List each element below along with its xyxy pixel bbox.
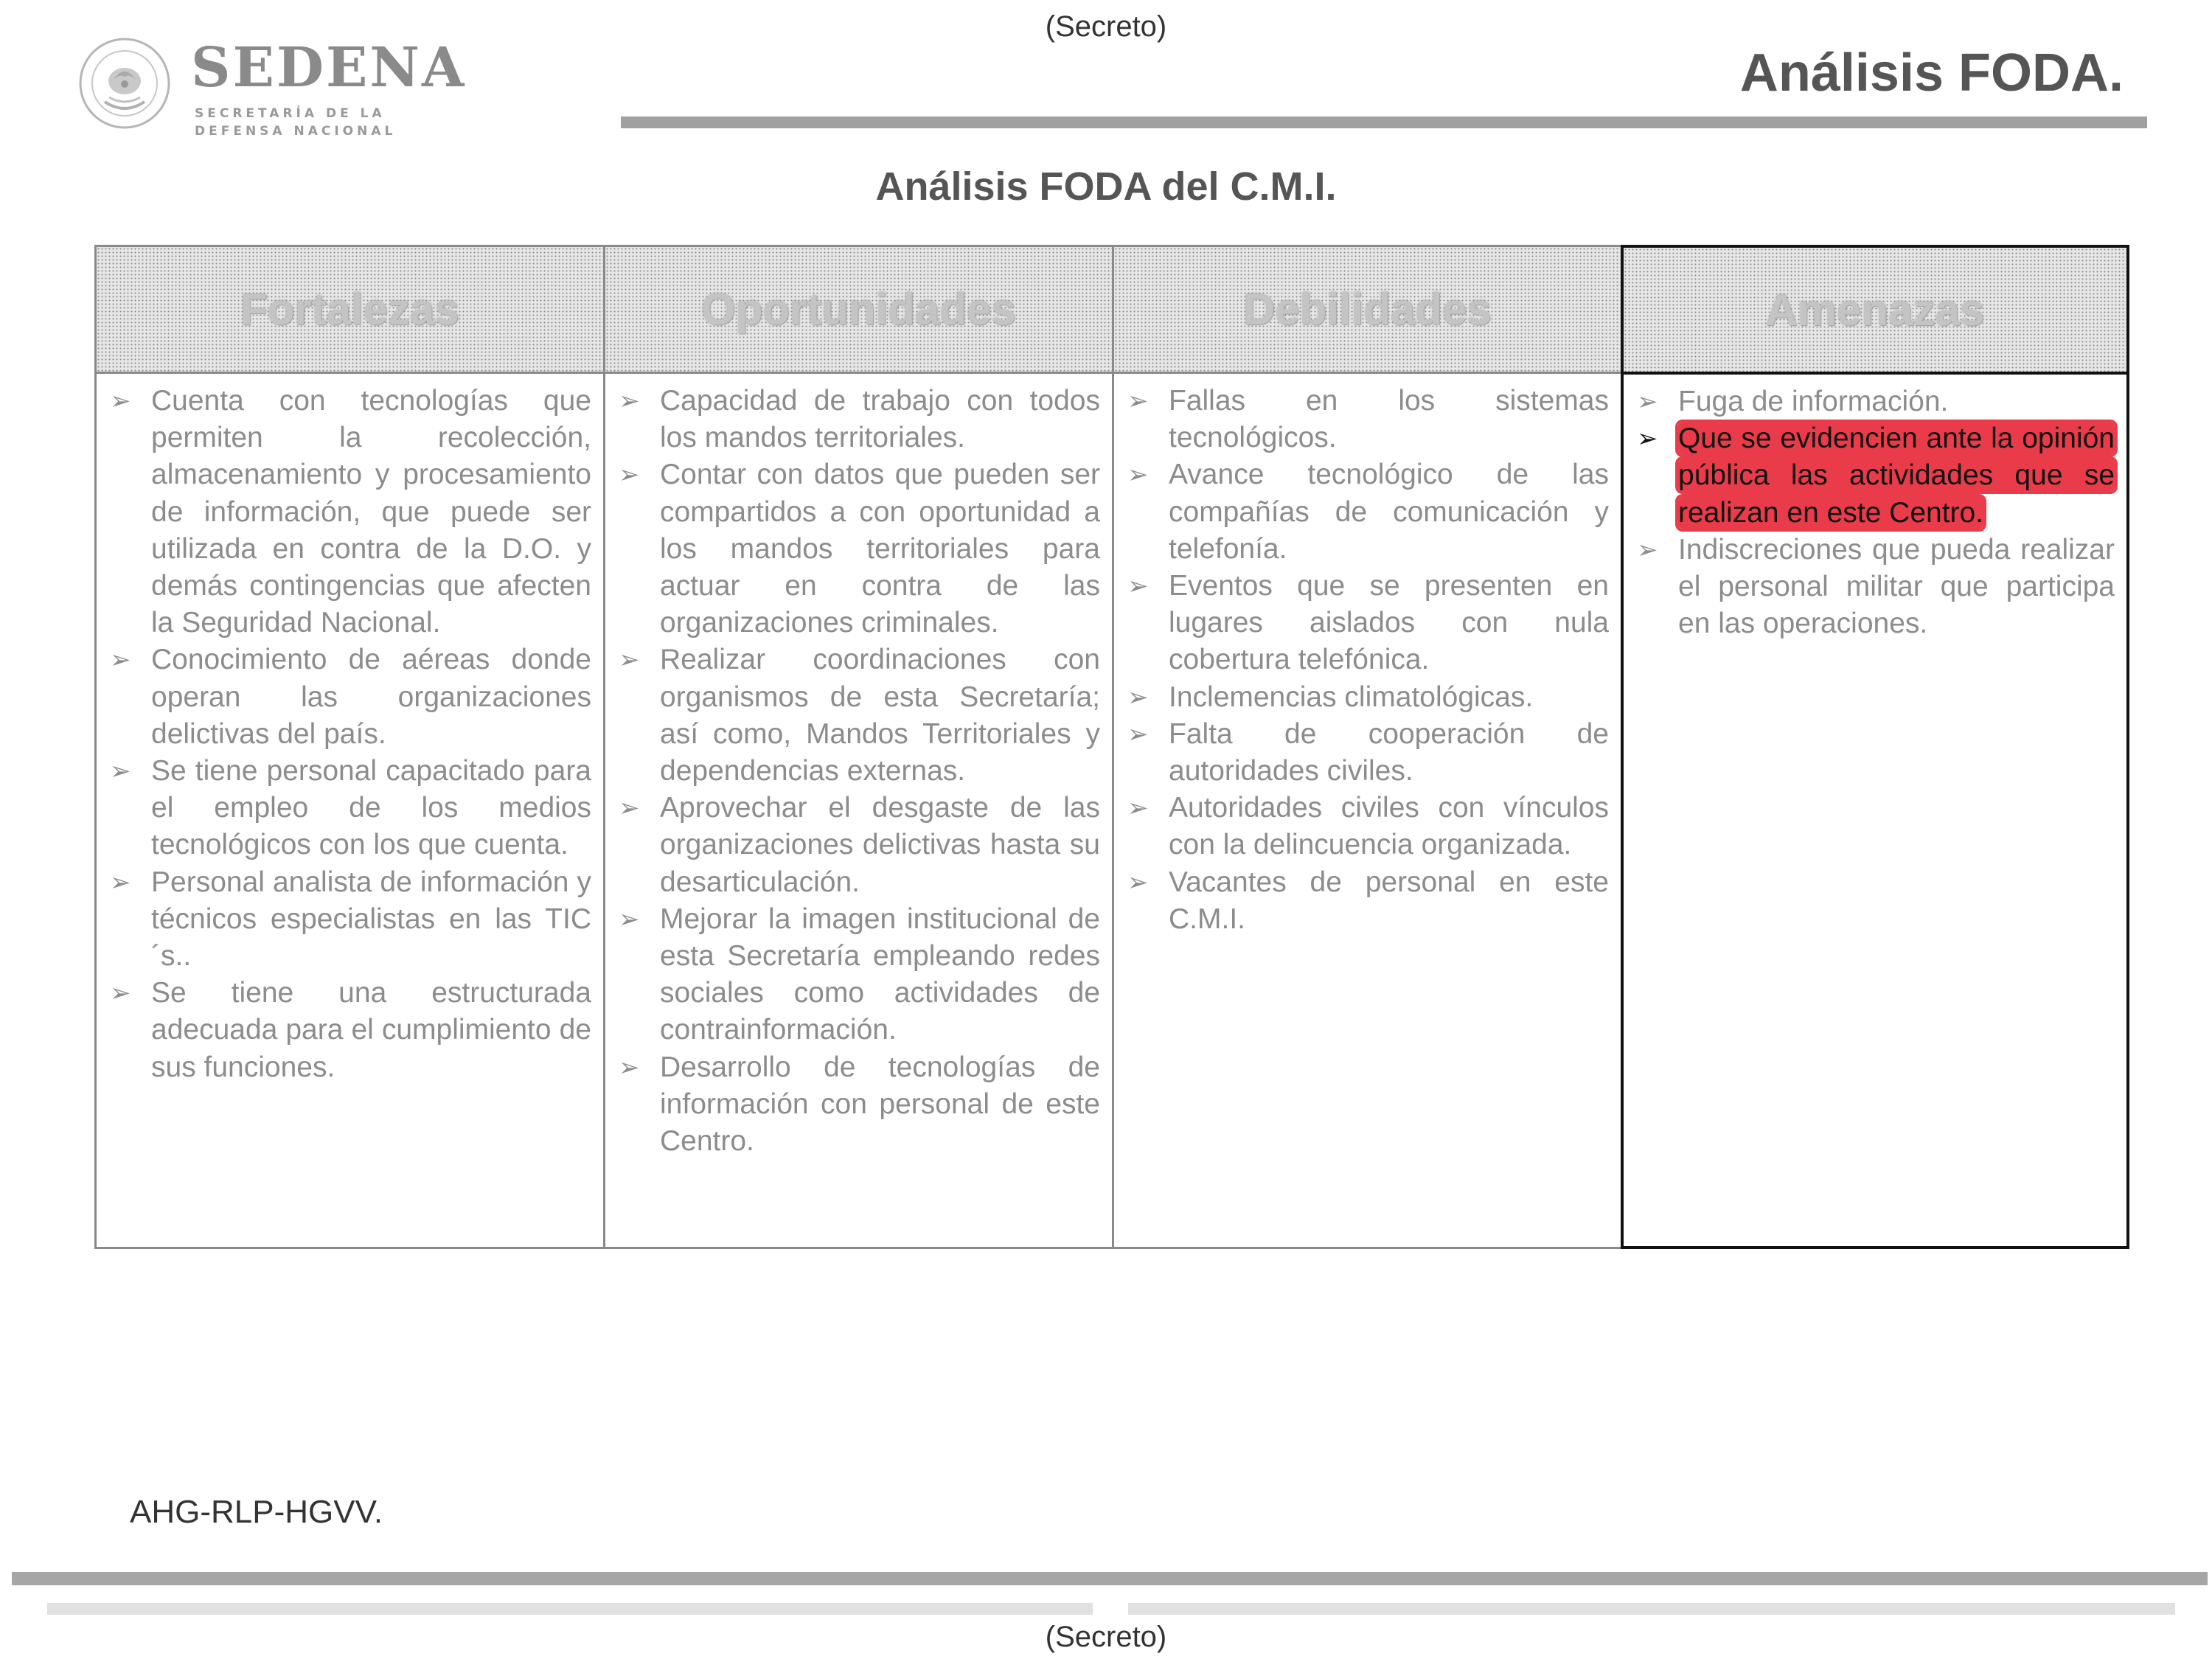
column-header <box>605 247 1112 374</box>
column-header <box>97 247 603 374</box>
title-divider <box>621 116 2147 128</box>
logo-subtitle-line2: DEFENSA NACIONAL <box>195 124 397 139</box>
classification-top: (Secreto) <box>1045 10 1167 43</box>
national-seal-icon <box>77 35 173 131</box>
arrow-bullet-icon: ➢ <box>619 1053 640 1082</box>
item-list <box>617 383 1100 1160</box>
list-item: ➢ Vacantes de personal en este C.M.I. <box>1126 864 1609 938</box>
arrow-bullet-icon: ➢ <box>619 905 640 933</box>
arrow-bullet-icon: ➢ <box>1127 683 1149 712</box>
item-list <box>1635 383 2115 642</box>
arrow-bullet-icon: ➢ <box>1127 387 1149 415</box>
footer-divider-left <box>47 1603 1093 1615</box>
arrow-bullet-icon: ➢ <box>1637 388 1658 416</box>
classification-bottom: (Secreto) <box>1045 1621 1167 1653</box>
highlight-mark: Que se evidencien ante la opinión pública las actividades que se realizan en este Centro. <box>1678 422 2115 529</box>
column-header-label: Oportunidades <box>701 285 1016 334</box>
list-item: ➢ Mejorar la imagen institucional de esta Secretaría empleando redes sociales como actividades de contrainformación. <box>617 901 1100 1049</box>
footer-code: AHG-RLP-HGVV. <box>130 1494 383 1530</box>
column-header <box>1114 247 1621 374</box>
logo-subtitle-line1: SECRETARÍA DE LA <box>195 106 386 121</box>
arrow-bullet-icon: ➢ <box>1127 461 1149 490</box>
page-title: Análisis FODA. <box>1739 44 2124 102</box>
arrow-bullet-icon: ➢ <box>619 794 640 823</box>
column-header-label: Fortalezas <box>240 285 459 334</box>
column-oportunidades <box>603 245 1114 1249</box>
list-item: ➢ Eventos que se presenten en lugares aislados con nula cobertura telefónica. <box>1126 568 1609 679</box>
list-item: ➢ Falta de cooperación de autoridades civiles. <box>1126 716 1609 790</box>
swot-table <box>94 245 2129 1249</box>
list-item: ➢ Se tiene una estructurada adecuada para el cumplimiento de sus funciones. <box>108 975 591 1086</box>
arrow-bullet-icon: ➢ <box>110 646 131 675</box>
footer-divider <box>12 1572 2208 1585</box>
list-item: ➢ Realizar coordinaciones con organismos de esta Secretaría; así como, Mandos Territoriales y dependencias externas. <box>617 641 1100 790</box>
list-item: ➢ Conocimiento de aéreas donde operan las organizaciones delictivas del país. <box>108 641 591 753</box>
arrow-bullet-icon: ➢ <box>1127 794 1149 823</box>
list-item: ➢ Desarrollo de tecnologías de información con personal de este Centro. <box>617 1049 1100 1161</box>
list-item: ➢ Inclemencias climatológicas. <box>1126 679 1609 716</box>
column-header-label: Amenazas <box>1765 285 1985 335</box>
highlighted-list-item <box>1635 420 2115 532</box>
list-item: ➢ Fallas en los sistemas tecnológicos. <box>1126 383 1609 456</box>
document-heading: Análisis FODA del C.M.I. <box>875 164 1337 209</box>
column-amenazas <box>1621 245 2129 1249</box>
arrow-bullet-icon: ➢ <box>1637 535 1658 564</box>
arrow-bullet-icon: ➢ <box>110 979 131 1008</box>
item-list <box>108 383 591 1086</box>
sedena-logo <box>77 35 467 139</box>
arrow-bullet-icon: ➢ <box>1637 425 1658 453</box>
arrow-bullet-icon: ➢ <box>1127 572 1149 601</box>
list-item: ➢ Fuga de información. <box>1635 383 2115 420</box>
column-fortalezas <box>94 245 605 1249</box>
column-header <box>1624 248 2126 375</box>
arrow-bullet-icon: ➢ <box>110 387 131 415</box>
arrow-bullet-icon: ➢ <box>110 868 131 897</box>
item-list <box>1126 383 1609 938</box>
logo-wordmark: SEDENA <box>191 36 467 100</box>
list-item: ➢ Capacidad de trabajo con todos los mandos territoriales. <box>617 383 1100 456</box>
arrow-bullet-icon: ➢ <box>619 461 640 490</box>
list-item: ➢ Personal analista de información y técnicos especialistas en las TIC´s.. <box>108 864 591 975</box>
arrow-bullet-icon: ➢ <box>110 757 131 786</box>
list-item: ➢ Cuenta con tecnologías que permiten la recolección, almacenamiento y procesamiento de información, que puede ser utilizada en contra de la D.O. y demás contingencias que afecten la Seguridad Nacional. <box>108 383 591 641</box>
list-item: ➢ Avance tecnológico de las compañías de comunicación y telefonía. <box>1126 456 1609 568</box>
arrow-bullet-icon: ➢ <box>619 646 640 675</box>
arrow-bullet-icon: ➢ <box>1127 720 1149 748</box>
list-item: ➢ Indiscreciones que pueda realizar el personal militar que participa en las operaciones. <box>1635 532 2115 643</box>
arrow-bullet-icon: ➢ <box>1127 868 1149 897</box>
column-header-label: Debilidades <box>1243 285 1492 334</box>
arrow-bullet-icon: ➢ <box>619 387 640 415</box>
list-item: ➢ Autoridades civiles con vínculos con la delincuencia organizada. <box>1126 790 1609 863</box>
list-item: ➢ Contar con datos que pueden ser compartidos a con oportunidad a los mandos territoriales para actuar en contra de las organizaciones criminales. <box>617 456 1100 641</box>
column-debilidades <box>1112 245 1623 1249</box>
footer-divider-right <box>1128 1603 2175 1615</box>
list-item: ➢ Aprovechar el desgaste de las organizaciones delictivas hasta su desarticulación. <box>617 790 1100 901</box>
list-item: ➢ Se tiene personal capacitado para el empleo de los medios tecnológicos con los que cuenta. <box>108 753 591 864</box>
